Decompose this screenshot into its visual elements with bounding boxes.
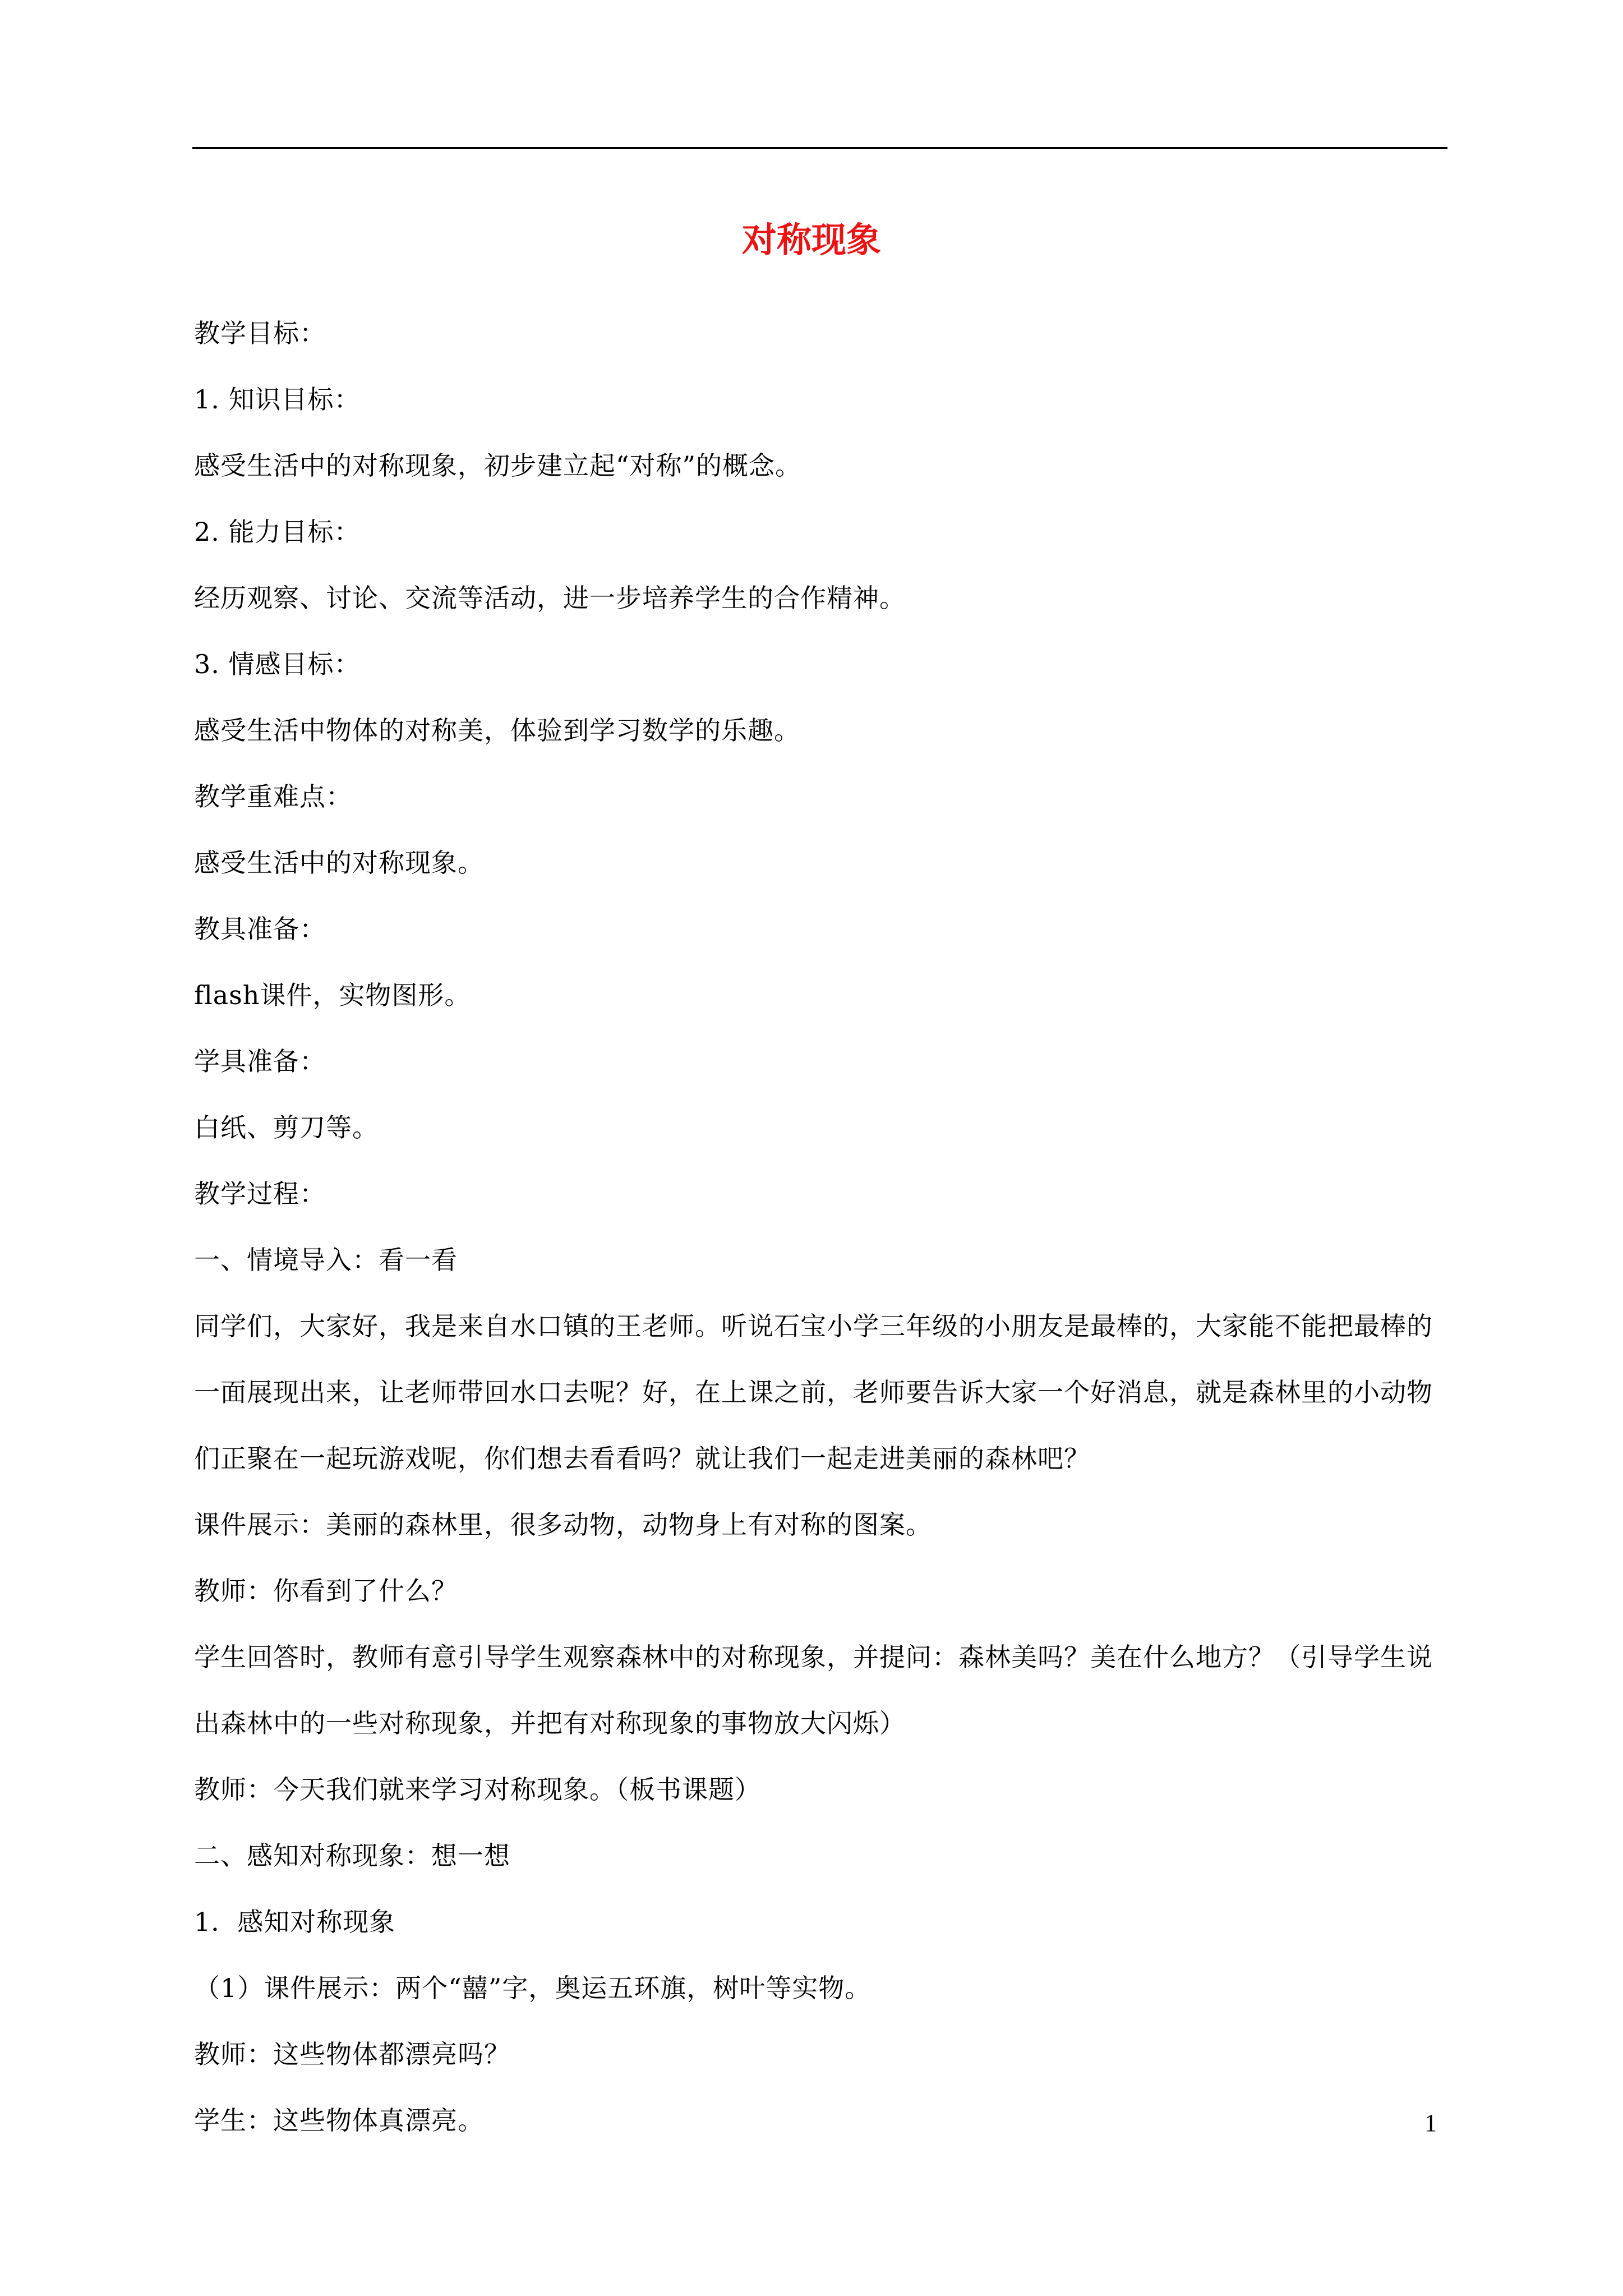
paragraph: 教师：今天我们就来学习对称现象。（板书课题） (194, 1774, 761, 1805)
paragraph: 感受生活中物体的对称美，体验到学习数学的乐趣。 (194, 715, 800, 746)
paragraph: flash课件，实物图形。 (194, 980, 471, 1010)
paragraph: 同学们，大家好，我是来自水口镇的王老师。听说石宝小学三年级的小朋友是最棒的，大家能不能把最棒的一面展现出来，让老师带回水口去呢？好，在上课之前，老师要告诉大家一个好消息，就是森林里的小动物们正聚在一起玩游戏呢，你们想去看看吗？就让我们一起走进美丽的森林吧？ (194, 1311, 1433, 1474)
paragraph: 感受生活中的对称现象，初步建立起“对称”的概念。 (194, 450, 802, 481)
paragraph: 感受生活中的对称现象。 (194, 848, 484, 878)
paragraph: 教师：这些物体都漂亮吗？ (194, 2039, 510, 2069)
paragraph: 学生：这些物体真漂亮。 (194, 2105, 484, 2136)
paragraph: 教师：你看到了什么？ (194, 1576, 458, 1606)
paragraph: 教学重难点： (194, 781, 352, 812)
paragraph: 2. 能力目标： (194, 517, 361, 547)
paragraph: 教学目标： (194, 318, 326, 348)
paragraph: 教学过程： (194, 1179, 326, 1209)
paragraph: 白纸、剪刀等。 (194, 1112, 379, 1143)
paragraph: 课件展示：美丽的森林里，很多动物，动物身上有对称的图案。 (194, 1510, 932, 1540)
paragraph: 学生回答时，教师有意引导学生观察森林中的对称现象，并提问：森林美吗？美在什么地方？（引导学生说出森林中的一些对称现象，并把有对称现象的事物放大闪烁） (194, 1642, 1433, 1738)
paragraph: 3. 情感目标： (194, 649, 361, 679)
paragraph: 1．感知对称现象 (194, 1907, 396, 1937)
document-title: 对称现象 (741, 219, 881, 260)
paragraph: 一、情境导入：看一看 (194, 1245, 458, 1275)
page-number: 1 (1424, 2109, 1437, 2137)
paragraph: 二、感知对称现象：想一想 (194, 1841, 510, 1871)
paragraph: 1. 知识目标： (194, 384, 361, 415)
paragraph: （1）课件展示：两个“囍”字，奥运五环旗，树叶等实物。 (194, 1973, 872, 2003)
paragraph: 经历观察、讨论、交流等活动，进一步培养学生的合作精神。 (194, 583, 906, 613)
header-rule (192, 147, 1447, 149)
paragraph: 教具准备： (194, 914, 326, 944)
document-body (194, 300, 1448, 2154)
paragraph: 学具准备： (194, 1046, 326, 1076)
